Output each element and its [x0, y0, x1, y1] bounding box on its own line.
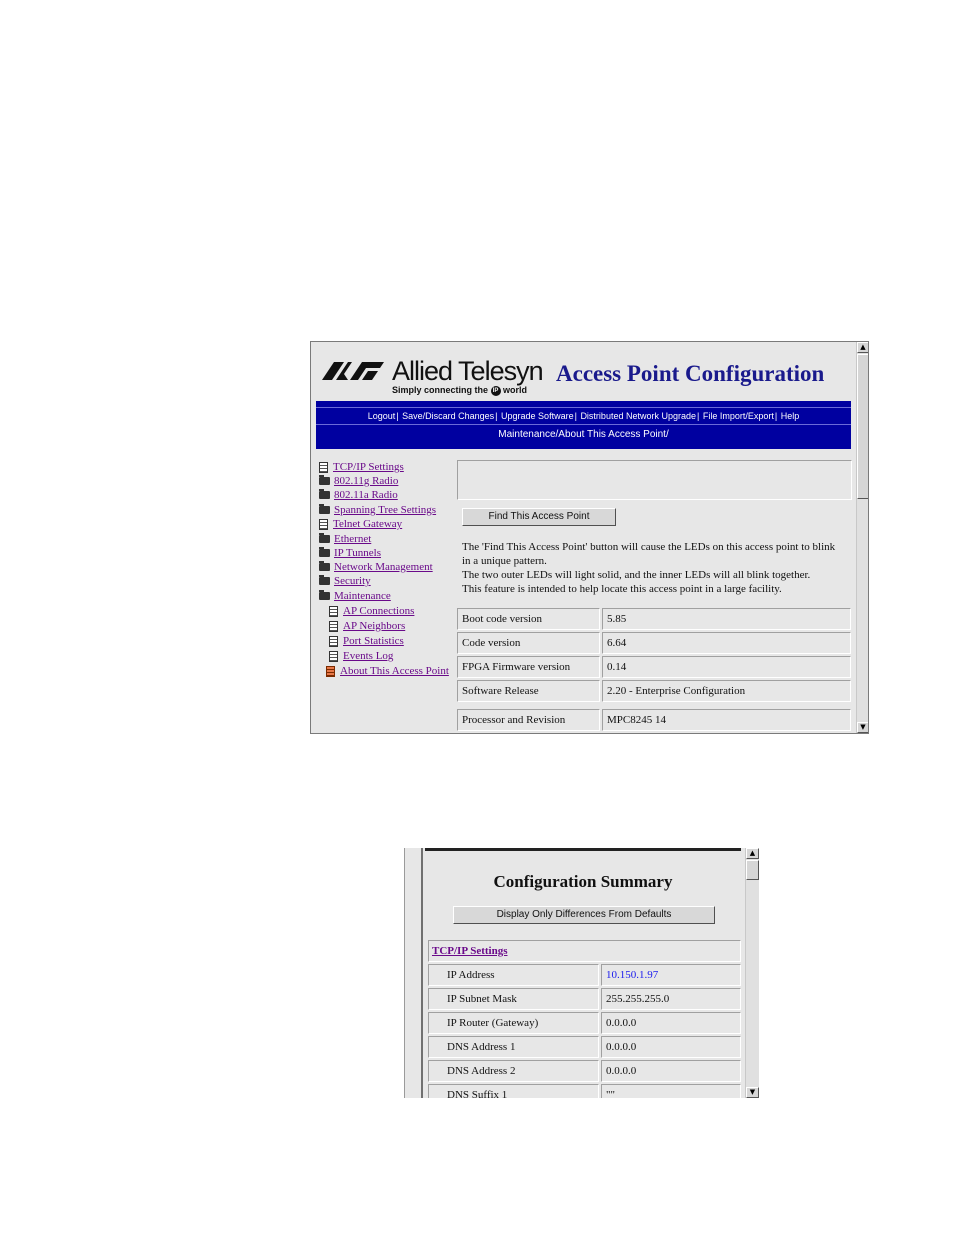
top-frame-edge — [425, 848, 741, 851]
sidebar-item-events-log[interactable] — [329, 650, 393, 662]
info-row-partial — [457, 733, 852, 734]
sidebar-item-label[interactable]: Port Statistics — [343, 635, 404, 647]
allied-telesyn-logo — [322, 356, 542, 398]
sidebar-item-label[interactable]: About This Access Point — [340, 665, 449, 677]
info-label: FPGA Firmware version — [457, 656, 600, 678]
row-value: 0.0.0.0 — [601, 1012, 741, 1034]
sidebar-item-label[interactable]: Spanning Tree Settings — [334, 504, 437, 516]
sidebar-item-tcpip-settings[interactable] — [319, 461, 404, 473]
display-differences-button[interactable]: Display Only Differences From Defaults — [453, 906, 715, 924]
scroll-down-arrow-icon[interactable]: ▼ — [746, 1087, 759, 1098]
folder-icon — [319, 491, 330, 499]
left-frame-edge — [405, 848, 423, 1098]
info-value: 6.64 — [602, 632, 851, 654]
folder-icon — [319, 577, 330, 585]
row-label: IP Router (Gateway) — [428, 1012, 599, 1034]
sidebar-item-label[interactable]: 802.11a Radio — [334, 489, 398, 501]
find-description — [462, 540, 856, 596]
info-value: 0.14 — [602, 656, 851, 678]
status-panel — [457, 460, 852, 500]
folder-icon — [319, 549, 330, 557]
nav-separator: | — [396, 411, 399, 421]
nav-link-distributed-upgrade[interactable]: Distributed Network Upgrade — [580, 411, 696, 421]
sidebar-item-ethernet[interactable] — [319, 533, 371, 545]
find-description-line: The two outer LEDs will light solid, and the inner LEDs will all blink together. — [462, 569, 811, 581]
info-label-empty — [457, 733, 600, 734]
page-icon — [319, 462, 328, 473]
scroll-thumb[interactable] — [857, 354, 869, 499]
nav-separator: | — [495, 411, 498, 421]
sidebar-item-port-statistics[interactable] — [329, 635, 404, 647]
page-icon — [329, 636, 338, 647]
row-label: DNS Address 1 — [428, 1036, 599, 1058]
ip-logo-icon: IP — [491, 386, 501, 396]
row-label: IP Subnet Mask — [428, 988, 599, 1010]
sidebar-item-label[interactable]: Events Log — [343, 650, 394, 662]
allied-telesyn-logo-mark-icon — [322, 362, 384, 380]
row-value: 0.0.0.0 — [601, 1036, 741, 1058]
row-value: 255.255.255.0 — [601, 988, 741, 1010]
find-description-line: in a unique pattern. — [462, 555, 547, 567]
page-title: Access Point Configuration — [556, 361, 825, 386]
row-value: 0.0.0.0 — [601, 1060, 741, 1082]
nav-links — [316, 407, 851, 425]
folder-icon — [319, 506, 330, 514]
vertical-scrollbar[interactable] — [745, 848, 759, 1098]
active-page-icon — [326, 666, 335, 677]
sidebar-item-ap-connections[interactable] — [329, 605, 414, 617]
info-row-boot-code — [457, 608, 852, 630]
info-value-empty — [602, 733, 851, 734]
tagline-post: world — [503, 385, 528, 395]
sidebar-item-label[interactable]: AP Neighbors — [343, 620, 406, 632]
scroll-up-arrow-icon[interactable]: ▲ — [857, 342, 869, 353]
ap-config-content — [311, 342, 856, 734]
sidebar-item-label[interactable]: Ethernet — [334, 533, 372, 545]
brand-name: Allied Telesyn — [392, 356, 543, 386]
tagline-pre: Simply connecting the — [392, 385, 489, 395]
row-label: DNS Address 2 — [428, 1060, 599, 1082]
info-value: MPC8245 14 — [602, 709, 851, 731]
sidebar-item-ap-neighbors[interactable] — [329, 620, 405, 632]
nav-separator: | — [774, 411, 778, 421]
info-label: Processor and Revision — [457, 709, 600, 731]
header — [316, 345, 851, 401]
ap-config-window — [310, 341, 869, 734]
nav-link-help[interactable]: Help — [780, 411, 800, 421]
sidebar-item-80211g-radio[interactable] — [319, 475, 398, 487]
nav-link-save-discard[interactable]: Save/Discard Changes — [402, 411, 495, 421]
row-value-highlight: 10.150.1.97 — [601, 964, 741, 986]
folder-icon — [319, 535, 330, 543]
sidebar-item-label[interactable]: TCP/IP Settings — [333, 461, 404, 473]
sidebar-item-label[interactable]: Security — [334, 575, 371, 587]
sidebar-item-label[interactable]: Maintenance — [334, 590, 391, 602]
info-value: 2.20 - Enterprise Configuration — [602, 680, 851, 702]
sidebar-item-ip-tunnels[interactable] — [319, 547, 381, 559]
page-icon — [319, 519, 328, 530]
page-icon — [329, 651, 338, 662]
nav-link-logout[interactable]: Logout — [367, 411, 396, 421]
brand-tagline — [392, 385, 527, 396]
sidebar-item-label[interactable]: 802.11g Radio — [334, 475, 399, 487]
info-value: 5.85 — [602, 608, 851, 630]
main-content — [457, 458, 852, 734]
sidebar-item-80211a-radio[interactable] — [319, 489, 398, 501]
info-row-code-version — [457, 632, 852, 654]
folder-icon — [319, 477, 330, 485]
sidebar-tree — [316, 458, 455, 734]
sidebar-item-network-management[interactable] — [319, 561, 433, 573]
info-label: Software Release — [457, 680, 600, 702]
sidebar-item-maintenance[interactable] — [319, 590, 391, 602]
folder-icon — [319, 563, 330, 571]
section-header-row — [428, 940, 741, 962]
section-header-cell — [428, 940, 741, 962]
page-icon — [329, 606, 338, 617]
sidebar-item-label[interactable]: AP Connections — [343, 605, 415, 617]
config-summary-window — [404, 848, 759, 1098]
sidebar-item-security[interactable] — [319, 575, 371, 587]
sidebar-item-telnet-gateway[interactable] — [319, 518, 402, 530]
summary-title: Configuration Summary — [493, 872, 673, 891]
sidebar-item-label[interactable]: Network Management — [334, 561, 433, 573]
nav-link-file-import-export[interactable]: File Import/Export — [702, 411, 774, 421]
scroll-thumb[interactable] — [746, 860, 759, 880]
nav-link-upgrade-software[interactable]: Upgrade Software — [501, 411, 574, 421]
sidebar-item-about-this-ap[interactable] — [326, 665, 449, 677]
sidebar-item-label[interactable]: IP Tunnels — [334, 547, 381, 559]
sidebar-item-spanning-tree[interactable] — [319, 504, 436, 516]
scroll-up-arrow-icon[interactable]: ▲ — [746, 848, 759, 859]
breadcrumb: Maintenance/About This Access Point/ — [498, 429, 669, 440]
find-description-line: The 'Find This Access Point' button will cause the LEDs on this access point to blink — [462, 541, 836, 553]
row-label: IP Address — [428, 964, 599, 986]
info-row-software-release — [457, 680, 852, 702]
info-label: Boot code version — [457, 608, 600, 630]
row-label: DNS Suffix 1 — [428, 1084, 599, 1098]
section-link-tcpip-settings[interactable]: TCP/IP Settings — [432, 945, 508, 957]
info-row-processor — [457, 709, 852, 731]
find-description-line: This feature is intended to help locate this access point in a large facility. — [462, 583, 782, 595]
top-nav-bar — [316, 401, 851, 449]
find-this-ap-button[interactable]: Find This Access Point — [462, 508, 616, 526]
nav-separator: | — [697, 411, 700, 421]
sidebar-item-label[interactable]: Telnet Gateway — [333, 518, 403, 530]
row-value: "" — [601, 1084, 741, 1098]
nav-separator: | — [574, 411, 577, 421]
open-folder-icon — [319, 592, 330, 600]
page-icon — [329, 621, 338, 632]
vertical-scrollbar[interactable] — [856, 342, 869, 733]
scroll-down-arrow-icon[interactable]: ▼ — [857, 722, 869, 733]
info-label: Code version — [457, 632, 600, 654]
info-row-fpga-firmware — [457, 656, 852, 678]
